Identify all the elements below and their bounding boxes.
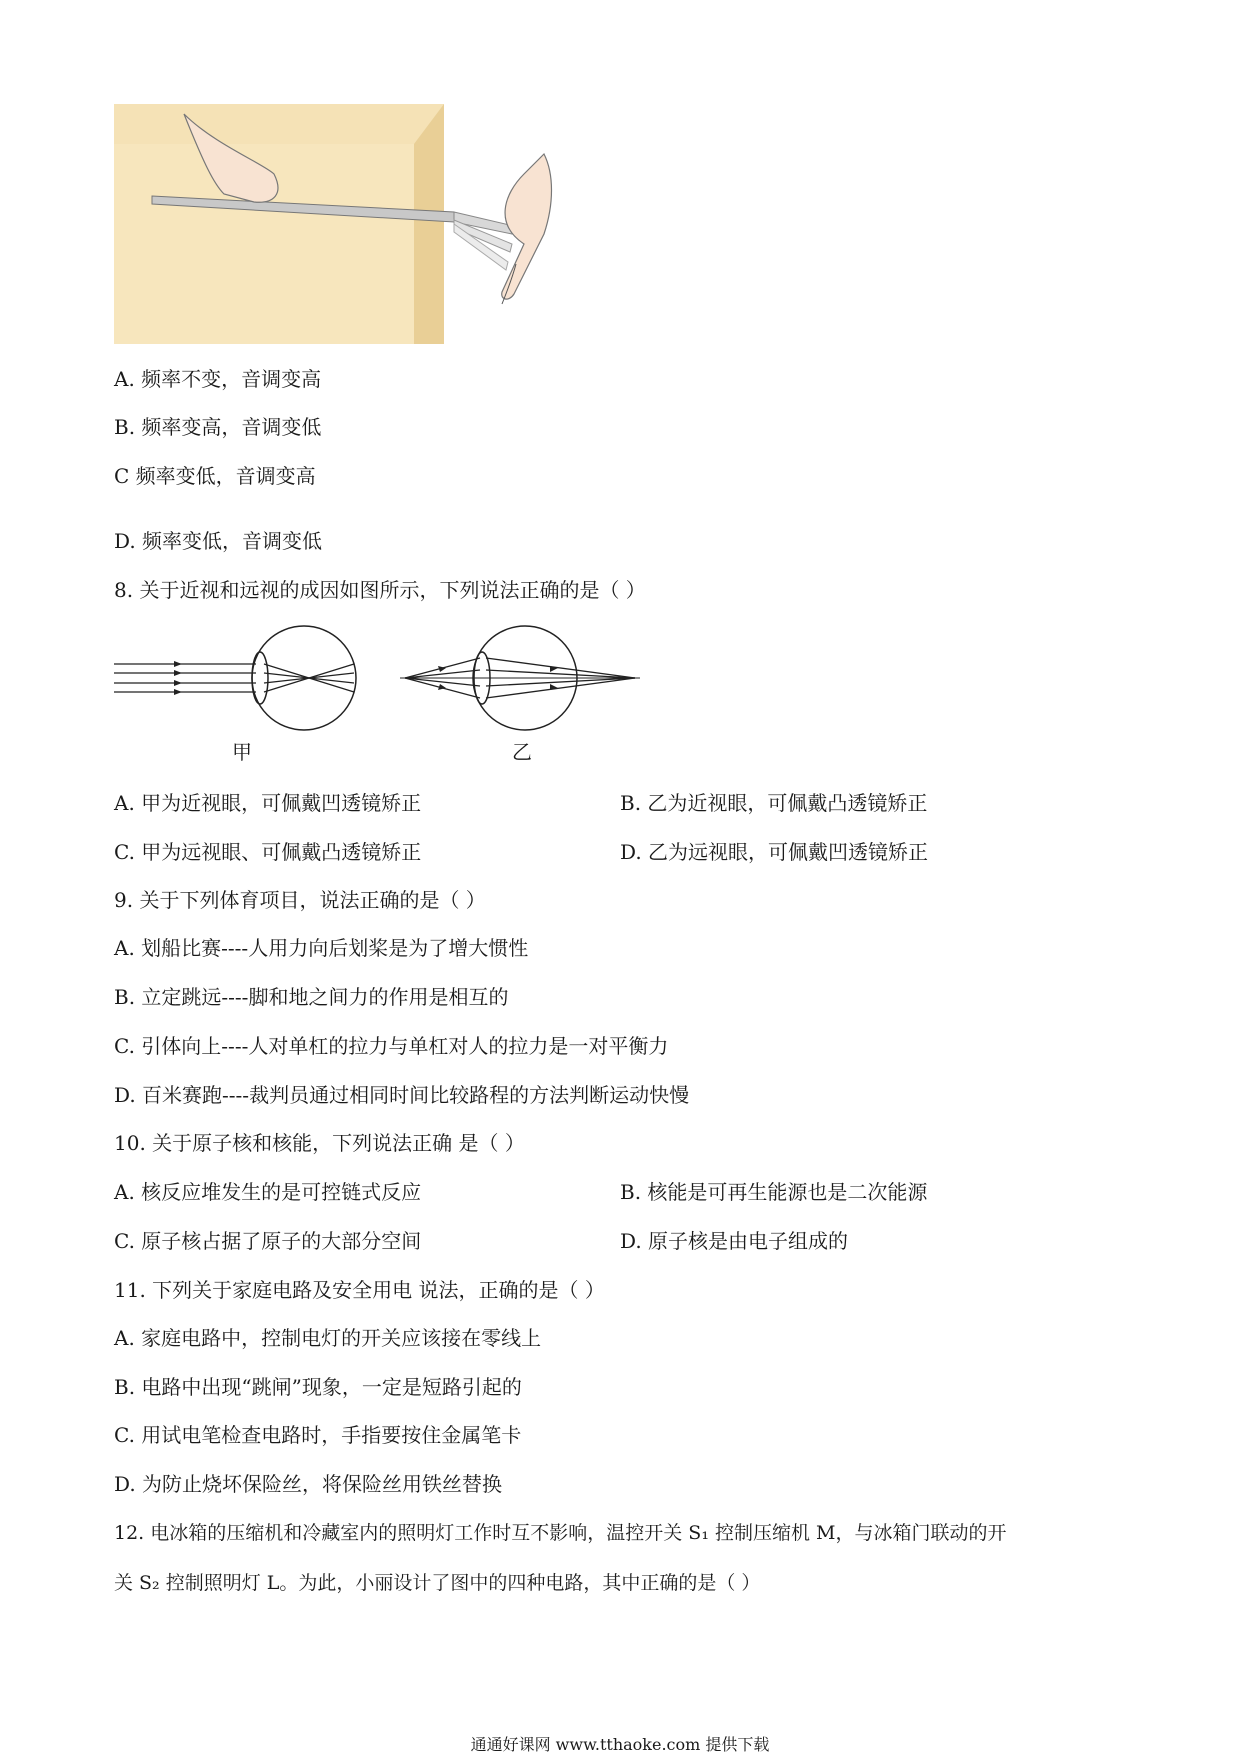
eye-diagram-jia [114,620,374,740]
q10-option-b[interactable]: B. 核能是可再生能源也是二次能源 [620,1180,928,1204]
q7-option-c[interactable]: C 频率变低，音调变高 [114,464,316,488]
q9-stem: 9. 关于下列体育项目，说法正确的是（ ） [114,888,486,912]
q9-option-c[interactable]: C. 引体向上----人对单杠的拉力与单杠对人的拉力是一对平衡力 [114,1034,669,1058]
q9-option-d[interactable]: D. 百米赛跑----裁判员通过相同时间比较路程的方法判断运动快慢 [114,1083,690,1107]
q8-stem: 8. 关于近视和远视的成因如图所示，下列说法正确的是（ ） [114,578,646,602]
q10-option-a[interactable]: A. 核反应堆发生的是可控链式反应 [114,1180,422,1204]
q12-stem-line1: 12. 电冰箱的压缩机和冷藏室内的照明灯工作时互不影响，温控开关 S₁ 控制压缩机 M，与冰箱门联动的开 [114,1522,1007,1544]
q8-option-a[interactable]: A. 甲为近视眼，可佩戴凹透镜矫正 [114,791,422,815]
q11-option-c[interactable]: C. 用试电笔检查电路时，手指要按住金属笔卡 [114,1423,522,1447]
q7-option-a[interactable]: A. 频率不变，音调变高 [114,367,322,391]
q7-option-b[interactable]: B. 频率变高，音调变低 [114,415,322,439]
eye-diagram-yi [400,620,640,740]
fig-label-jia: 甲 [232,740,252,764]
q11-stem: 11. 下列关于家庭电路及安全用电 说法，正确的是（ ） [114,1278,605,1302]
q10-stem: 10. 关于原子核和核能，下列说法正确 是（ ） [114,1131,525,1155]
page-footer: 通通好课网 www.tthaoke.com 提供下载 [470,1735,770,1754]
q11-option-a[interactable]: A. 家庭电路中，控制电灯的开关应该接在零线上 [114,1326,542,1350]
q12-stem-line2: 关 S₂ 控制照明灯 L。为此，小丽设计了图中的四种电路，其中正确的是（ ） [114,1572,761,1594]
ruler-experiment-figure [114,104,594,344]
q8-option-d[interactable]: D. 乙为远视眼，可佩戴凹透镜矫正 [620,840,929,864]
q10-option-d[interactable]: D. 原子核是由电子组成的 [620,1229,849,1253]
q11-option-b[interactable]: B. 电路中出现“跳闸”现象，一定是短路引起的 [114,1375,522,1399]
q9-option-b[interactable]: B. 立定跳远----脚和地之间力的作用是相互的 [114,985,509,1009]
q9-option-a[interactable]: A. 划船比赛----人用力向后划桨是为了增大惯性 [114,936,529,960]
q7-option-d[interactable]: D. 频率变低，音调变低 [114,529,323,553]
q8-option-b[interactable]: B. 乙为近视眼，可佩戴凸透镜矫正 [620,791,928,815]
q10-option-c[interactable]: C. 原子核占据了原子的大部分空间 [114,1229,422,1253]
q8-option-c[interactable]: C. 甲为远视眼、可佩戴凸透镜矫正 [114,840,422,864]
q11-option-d[interactable]: D. 为防止烧坏保险丝，将保险丝用铁丝替换 [114,1472,503,1496]
fig-label-yi: 乙 [512,740,532,764]
